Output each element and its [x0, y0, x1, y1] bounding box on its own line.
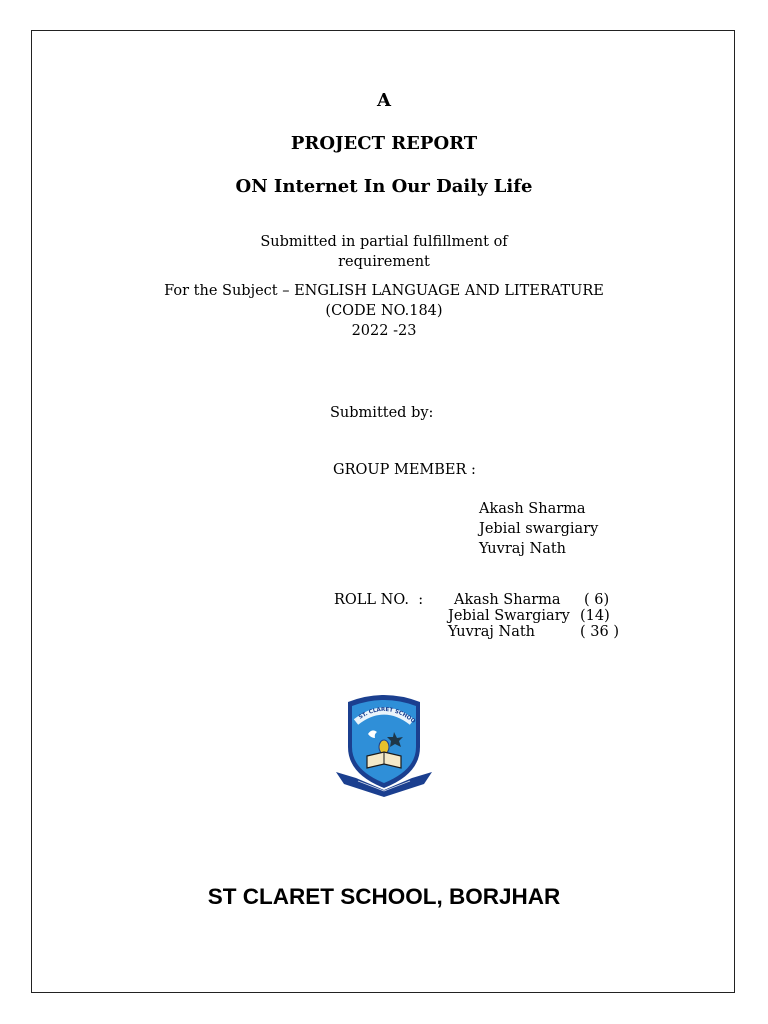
member-name: Akash Sharma	[479, 501, 586, 517]
member-name: Yuvraj Nath	[479, 541, 567, 557]
roll-name: Yuvraj Nath	[448, 624, 536, 640]
submitted-line-1: Submitted in partial fulfillment of	[260, 234, 508, 250]
roll-name: Jebial Swargiary	[448, 608, 570, 624]
submitted-line-2: requirement	[338, 254, 430, 270]
member-name: Jebial swargiary	[479, 521, 599, 537]
title-project-report: PROJECT REPORT	[290, 133, 478, 154]
project-topic: ON Internet In Our Daily Life	[235, 176, 533, 197]
submitted-by: Submitted by:	[330, 405, 434, 421]
roll-number: ( 6)	[584, 592, 610, 608]
school-name: ST CLARET SCHOOL, BORJHAR	[207, 884, 561, 909]
crest-arc-text: ST. CLARET SCHOO	[357, 706, 417, 725]
roll-name: Akash Sharma	[454, 592, 561, 608]
roll-number: ( 36 )	[580, 624, 619, 640]
title-a: A	[377, 90, 391, 111]
roll-number: (14)	[580, 608, 610, 624]
group-member-label: GROUP MEMBER :	[333, 462, 476, 478]
page-border	[31, 30, 735, 993]
roll-no-label: ROLL NO. :	[334, 592, 424, 608]
year-line: 2022 -23	[351, 323, 417, 339]
school-crest-logo	[334, 692, 434, 798]
subject-line: For the Subject – ENGLISH LANGUAGE AND LITERATURE	[164, 283, 604, 299]
code-line: (CODE NO.184)	[325, 303, 443, 319]
